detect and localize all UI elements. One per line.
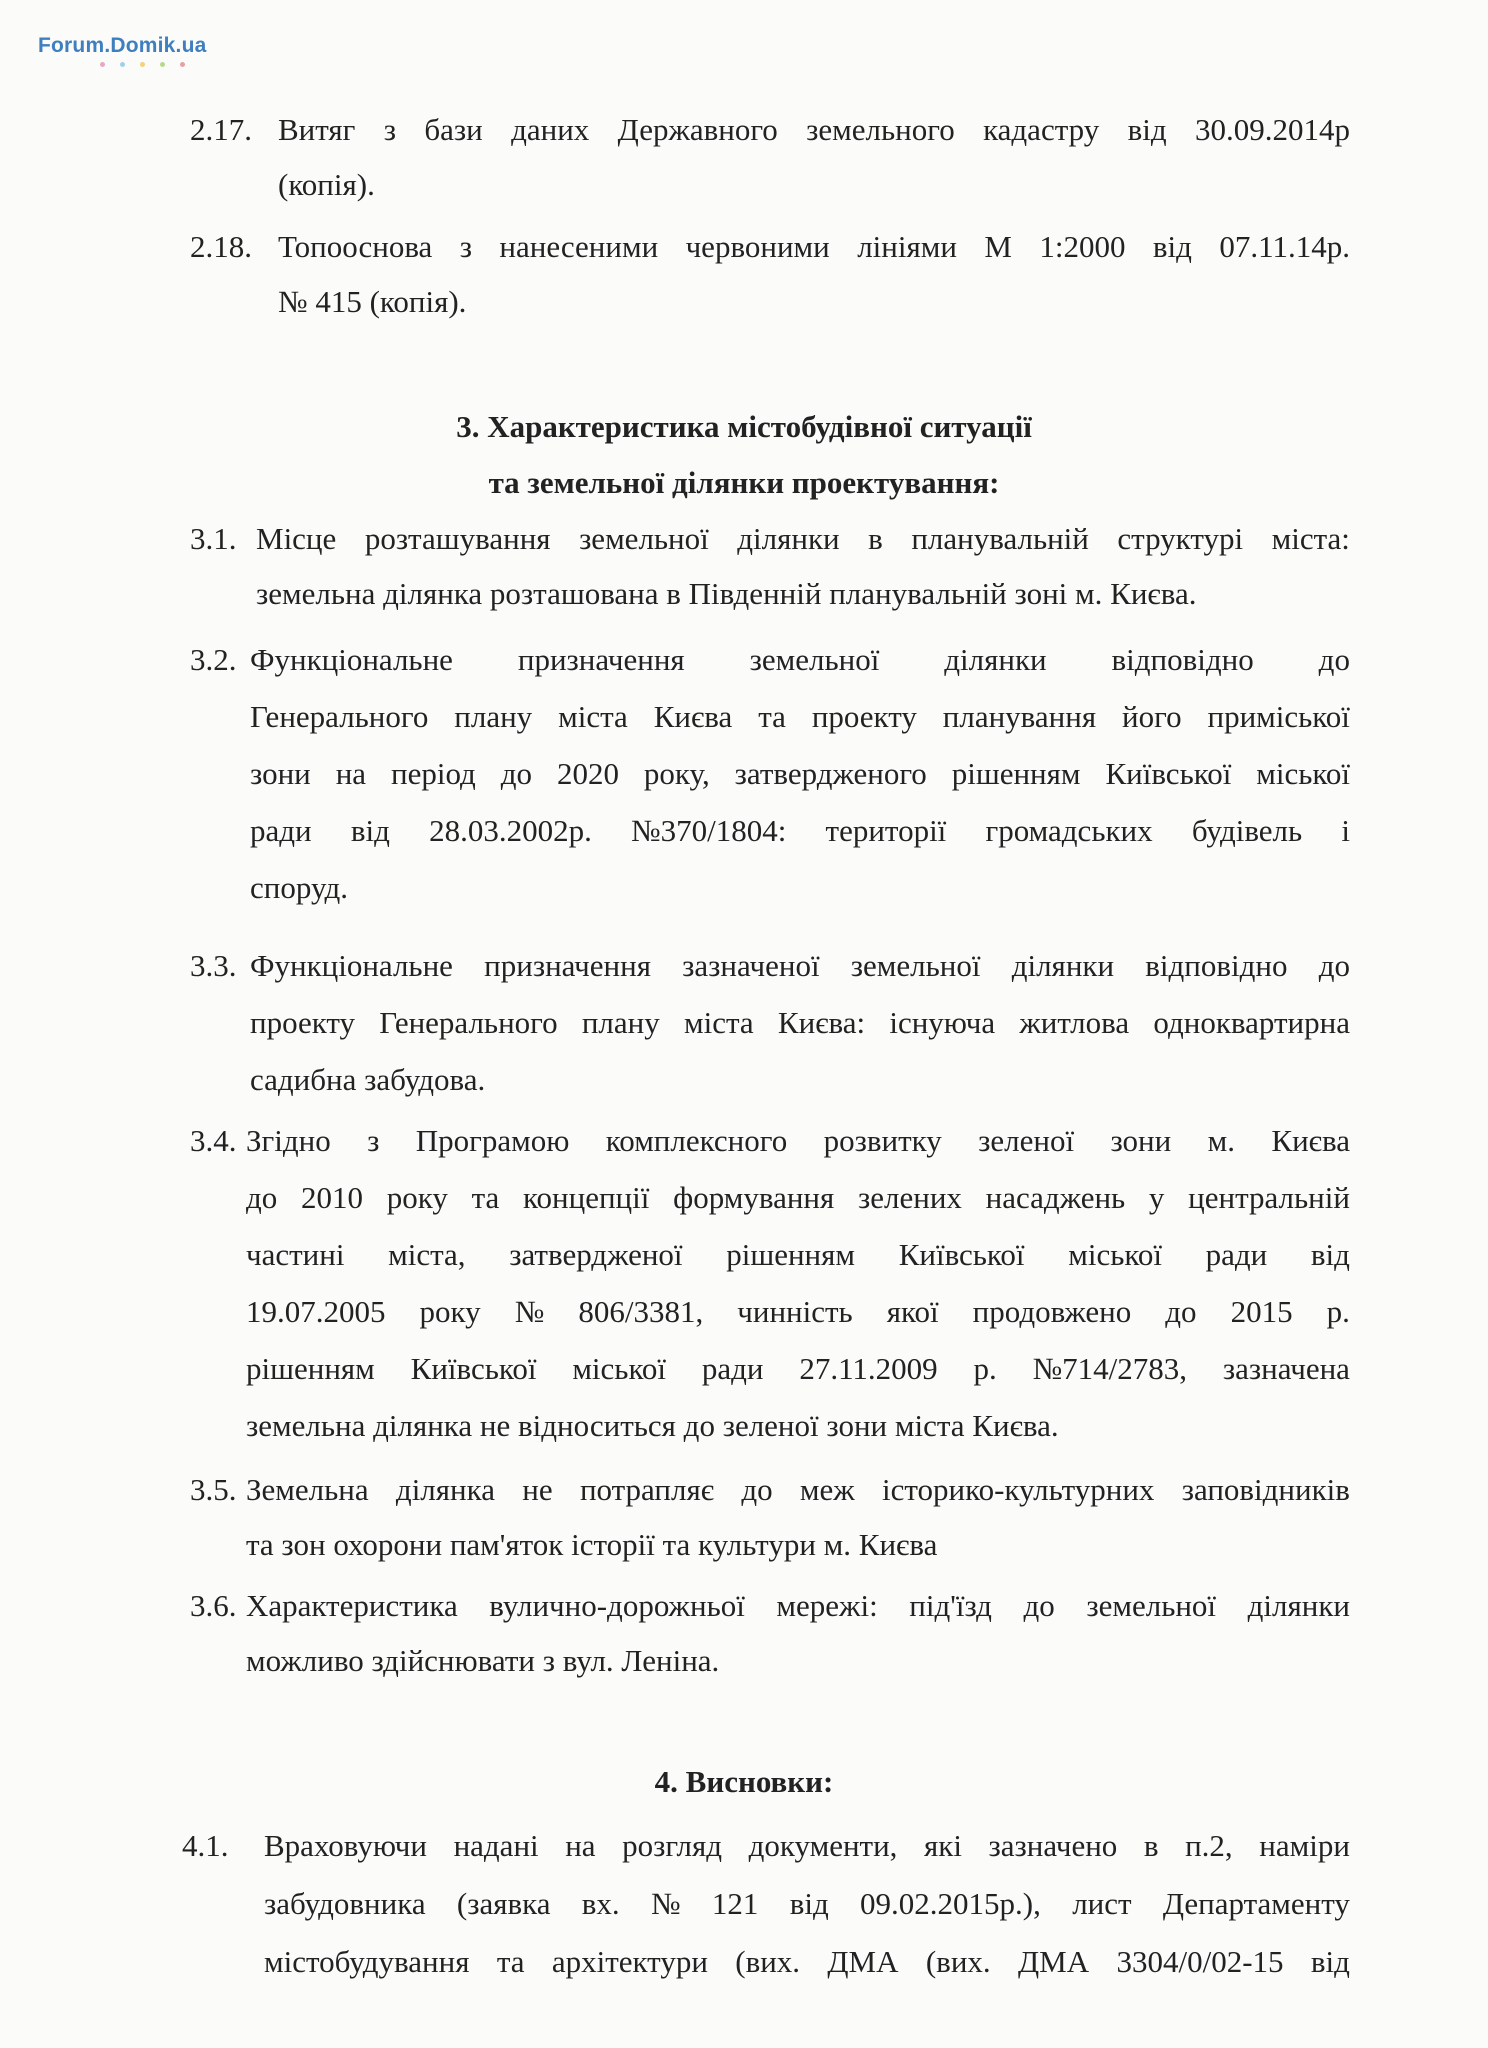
item-number: 3.3.	[190, 948, 237, 983]
item-text-line: споруд.	[250, 870, 349, 905]
item-number: 3.4.	[190, 1123, 237, 1158]
item-text-line: рішенням Київської міської ради 27.11.2009 р. №714/2783, зазначена	[246, 1351, 1350, 1386]
watermark-dot	[180, 62, 185, 67]
item-number: 3.1.	[190, 521, 237, 556]
item-text-line: Функціональне призначення земельної ділянки відповідно до	[250, 642, 1350, 677]
item-text-line: Місце розташування земельної ділянки в планувальній структурі міста:	[256, 521, 1350, 556]
item-number: 4.1.	[182, 1828, 229, 1863]
item-text-line: Враховуючи надані на розгляд документи, які зазначено в п.2, наміри	[264, 1828, 1350, 1863]
section-heading: 3. Характеристика містобудівної ситуації	[456, 409, 1032, 444]
item-number: 3.6.	[190, 1588, 237, 1623]
item-text-line: Земельна ділянка не потрапляє до меж історико-культурних заповідників	[246, 1472, 1350, 1507]
item-text-line: земельна ділянка розташована в Південній планувальній зоні м. Києва.	[256, 576, 1197, 611]
item-number: 2.18.	[190, 229, 252, 264]
item-text-line: садибна забудова.	[250, 1062, 486, 1097]
item-number: 2.17.	[190, 112, 252, 147]
watermark-dots	[100, 62, 185, 67]
item-text-line: Витяг з бази даних Державного земельного кадастру від 30.09.2014р	[278, 112, 1350, 147]
item-text-line: (копія).	[278, 167, 375, 202]
item-text-line: ради від 28.03.2002р. №370/1804: території громадських будівель і	[250, 813, 1350, 848]
item-text-line: Функціональне призначення зазначеної земельної ділянки відповідно до	[250, 948, 1350, 983]
item-text-line: можливо здійснювати з вул. Леніна.	[246, 1643, 720, 1678]
item-text-line: проекту Генерального плану міста Києва: існуюча житлова одноквартирна	[250, 1005, 1350, 1040]
item-text-line: № 415 (копія).	[278, 284, 467, 319]
section-heading: та земельної ділянки проектування:	[488, 465, 1000, 500]
item-text-line: забудовника (заявка вх. № 121 від 09.02.2015р.), лист Департаменту	[264, 1886, 1350, 1921]
item-text-line: Згідно з Програмою комплексного розвитку зеленої зони м. Києва	[246, 1123, 1350, 1158]
item-text-line: та зон охорони пам'яток історії та культури м. Києва	[246, 1527, 938, 1562]
item-text-line: Характеристика вулично-дорожньої мережі: під'їзд до земельної ділянки	[246, 1588, 1350, 1623]
watermark-dot	[160, 62, 165, 67]
watermark-dot	[120, 62, 125, 67]
item-text-line: до 2010 року та концепції формування зелених насаджень у центральній	[246, 1180, 1350, 1215]
watermark-dot	[140, 62, 145, 67]
item-number: 3.2.	[190, 642, 237, 677]
item-text-line: частині міста, затвердженої рішенням Київської міської ради від	[246, 1237, 1350, 1272]
item-text-line: містобудування та архітектури (вих. ДМА (вих. ДМА 3304/0/02-15 від	[264, 1944, 1350, 1979]
watermark-logo: Forum.Domik.ua	[38, 34, 207, 57]
watermark-dot	[100, 62, 105, 67]
item-text-line: Топооснова з нанесеними червоними лініями М 1:2000 від 07.11.14р.	[278, 229, 1350, 264]
item-text-line: земельна ділянка не відноситься до зеленої зони міста Києва.	[246, 1408, 1059, 1443]
item-text-line: Генерального плану міста Києва та проекту планування його приміської	[250, 699, 1350, 734]
item-text-line: зони на період до 2020 року, затвердженого рішенням Київської міської	[250, 756, 1350, 791]
section-heading: 4. Висновки:	[654, 1764, 834, 1799]
item-text-line: 19.07.2005 року № 806/3381, чинність якої продовжено до 2015 р.	[246, 1294, 1350, 1329]
item-number: 3.5.	[190, 1472, 237, 1507]
